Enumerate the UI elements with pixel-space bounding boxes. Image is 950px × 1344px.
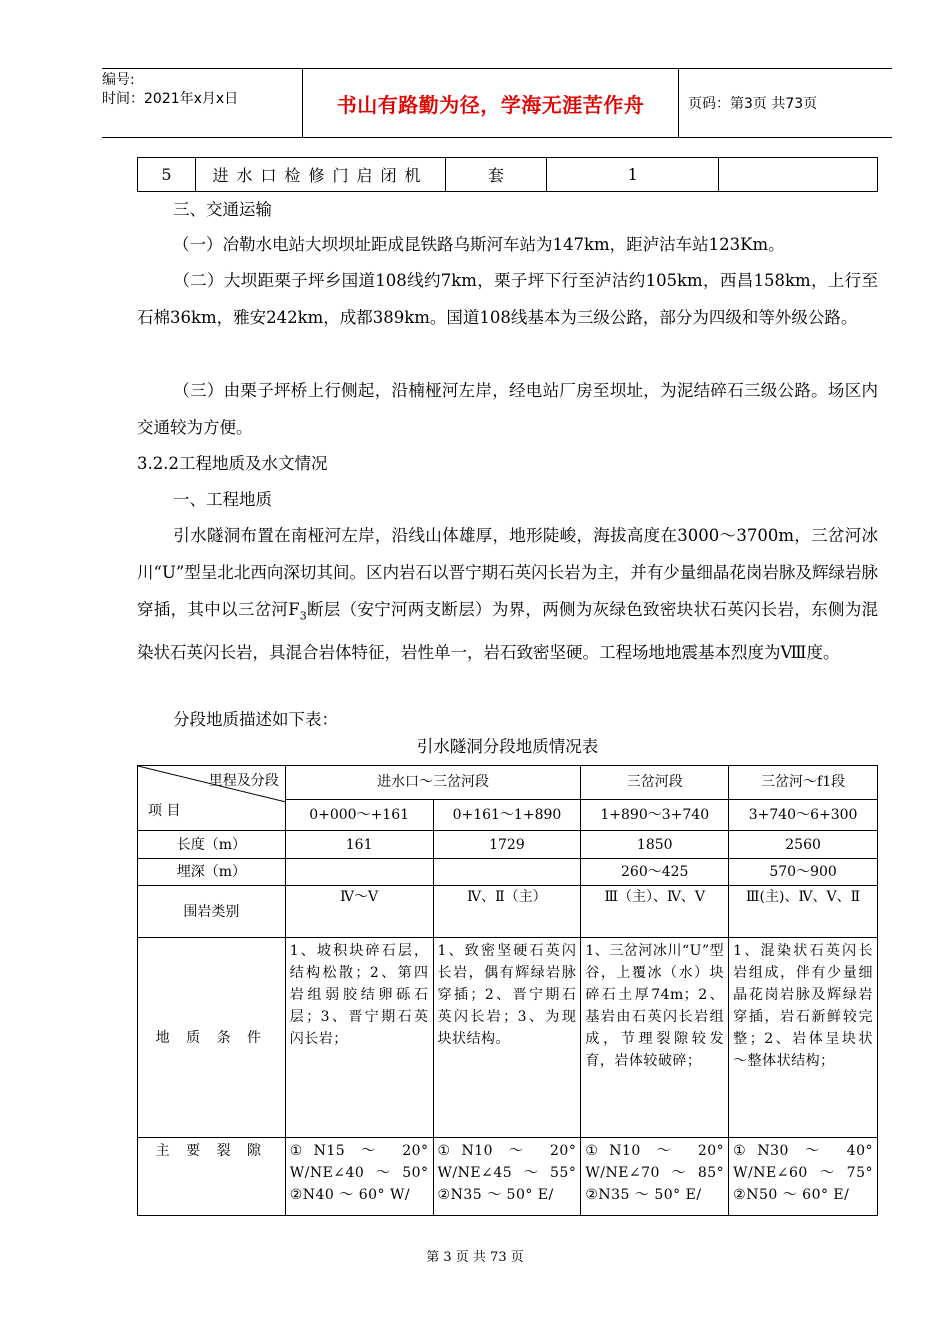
paragraph-text: （三）由栗子坪桥上行侧起，沿楠桠河左岸，经电站厂房至坝址，为泥结碎石三级公路。场区内交通较为方便。 (137, 381, 878, 437)
table-cell: ①N10 ～ 20° W/NE∠70～85° ②N35 ～ 50° E/ (581, 1138, 729, 1216)
chainage-cell: 3+740～6+300 (729, 799, 878, 830)
row-label: 长度（m） (138, 831, 286, 859)
table-cell: ①N10 ～ 20° W/NE∠45～55° ②N35 ～ 50° E/ (433, 1138, 581, 1216)
section-heading-traffic (137, 191, 878, 228)
table-cell: 1850 (581, 831, 729, 859)
page-header (102, 68, 892, 138)
segment-header: 三岔河～f1段 (729, 766, 878, 800)
table-cell: Ⅳ、Ⅱ（主） (433, 886, 581, 938)
table-row (138, 886, 878, 938)
table-row (138, 766, 878, 800)
table-cell: 套 (446, 158, 547, 192)
table-cell: 1729 (433, 831, 581, 859)
number-label: 编号: (102, 72, 135, 88)
chainage-cell: 1+890～3+740 (581, 799, 729, 830)
table-cell (285, 859, 433, 886)
row-label: 围岩类别 (138, 886, 286, 938)
table-cell: 570～900 (729, 859, 878, 886)
table-cell: 1、坡积块碎石层，结构松散；2、第四岩组弱胶结卵砾石层；3、晋宁期石英闪长岩； (285, 938, 433, 1138)
paragraph (137, 517, 878, 671)
paragraph-text: 断层（安宁河两支断层）为界，两侧为灰绿色致密块状石英闪长岩，东侧为混染状石英闪长岩，具混合岩体特征，岩性单一，岩石致密坚硬。工程场地地震基本烈度为Ⅷ度。 (137, 600, 879, 663)
table-cell: 2560 (729, 831, 878, 859)
table-row (138, 1138, 878, 1216)
chainage-cell: 0+161～1+890 (433, 799, 581, 830)
corner-header (138, 766, 286, 831)
table-cell (719, 158, 878, 192)
paragraph (137, 262, 878, 336)
table-cell: Ⅲ(主)、Ⅳ、Ⅴ、Ⅱ (729, 886, 878, 938)
chainage-cell: 0+000～+161 (285, 799, 433, 830)
table-cell: 260～425 (581, 859, 729, 886)
heading-text: 三、交通运输 (173, 200, 272, 219)
table-cell: 1、三岔河冰川“U”型谷，上覆冰（水）块碎石土厚74m；2、基岩由石英闪长岩组成，节理裂隙较发育，岩体较破碎； (581, 938, 729, 1138)
table-row (138, 831, 878, 859)
table-cell (433, 859, 581, 886)
header-slogan: 书山有路勤为径，学海无涯苦作舟 (302, 69, 679, 137)
page-footer: 第 3 页 共 73 页 (426, 1250, 524, 1265)
table-row (138, 158, 878, 192)
header-left (102, 69, 302, 139)
segment-header: 进水口～三岔河段 (285, 766, 581, 800)
paragraph (137, 372, 878, 446)
geology-table (137, 765, 878, 1216)
row-label: 地 质 条 件 (138, 938, 286, 1138)
table-row (138, 859, 878, 886)
table-row (138, 938, 878, 1138)
section-heading-geology (137, 481, 878, 518)
paragraph (137, 226, 878, 263)
corner-top-label: 里程及分段 (208, 773, 279, 789)
paragraph-text: （一）冶勒水电站大坝坝址距成昆铁路乌斯河车站为147km，距泸沽车站123Km。 (173, 235, 785, 254)
table-cell: 1、致密坚硬石英闪长岩，偶有辉绿岩脉穿插；2、晋宁期石英闪长岩；3、为现块状结构。 (433, 938, 581, 1138)
table-cell: 1 (546, 158, 719, 192)
subscript: 3 (299, 609, 307, 623)
row-label: 埋深（m） (138, 859, 286, 886)
table-caption: 引水隧洞分段地质情况表 (416, 737, 599, 756)
time-label: 时间：2021年x月x日 (102, 91, 239, 107)
table-cell: 1、混染状石英闪长岩组成，伴有少量细晶花岗岩脉及辉绿岩穿插，岩石新鲜较完整；2、岩体呈块状～整体状结构； (729, 938, 878, 1138)
row-label: 主 要 裂 隙 (138, 1138, 286, 1216)
paragraph-text: 引水隧洞布置在南桠河左岸，沿线山体雄厚，地形陡峻，海拔高度在3000～3700m，三岔河冰川“U”型呈北北西向深切其间。区内岩石以晋宁期石英闪长岩为主，并有少量细晶花岗岩脉及辉绿岩脉穿插，其中以三岔河F (137, 526, 878, 619)
paragraph-text: （二）大坝距栗子坪乡国道108线约7km，栗子坪下行至泸沽约105km，西昌158km，上行至石棉36km，雅安242km，成都389km。国道108线基本为三级公路，部分为四级和等外级公路。 (137, 271, 878, 327)
table-cell: 161 (285, 831, 433, 859)
paragraph-text: 分段地质描述如下表： (173, 710, 338, 729)
section-heading-322: 3.2.2工程地质及水文情况 (137, 454, 328, 473)
equipment-table (137, 157, 878, 192)
header-page-info: 页码：第3页 共73页 (688, 96, 818, 112)
table-cell: 进水口检修门启闭机 (195, 158, 445, 192)
table-cell: ①N30 ～ 40° W/NE∠60～75° ②N50 ～ 60° E/ (729, 1138, 878, 1216)
table-cell: ①N15 ～ 20° W/NE∠40～50° ②N40 ～ 60° W/ (285, 1138, 433, 1216)
segment-header: 三岔河段 (581, 766, 729, 800)
table-cell: Ⅲ（主）、Ⅳ、Ⅴ (581, 886, 729, 938)
table-cell: Ⅳ～Ⅴ (285, 886, 433, 938)
heading-text: 一、工程地质 (173, 490, 272, 509)
corner-bottom-label: 项 目 (148, 803, 181, 819)
table-cell: 5 (138, 158, 196, 192)
